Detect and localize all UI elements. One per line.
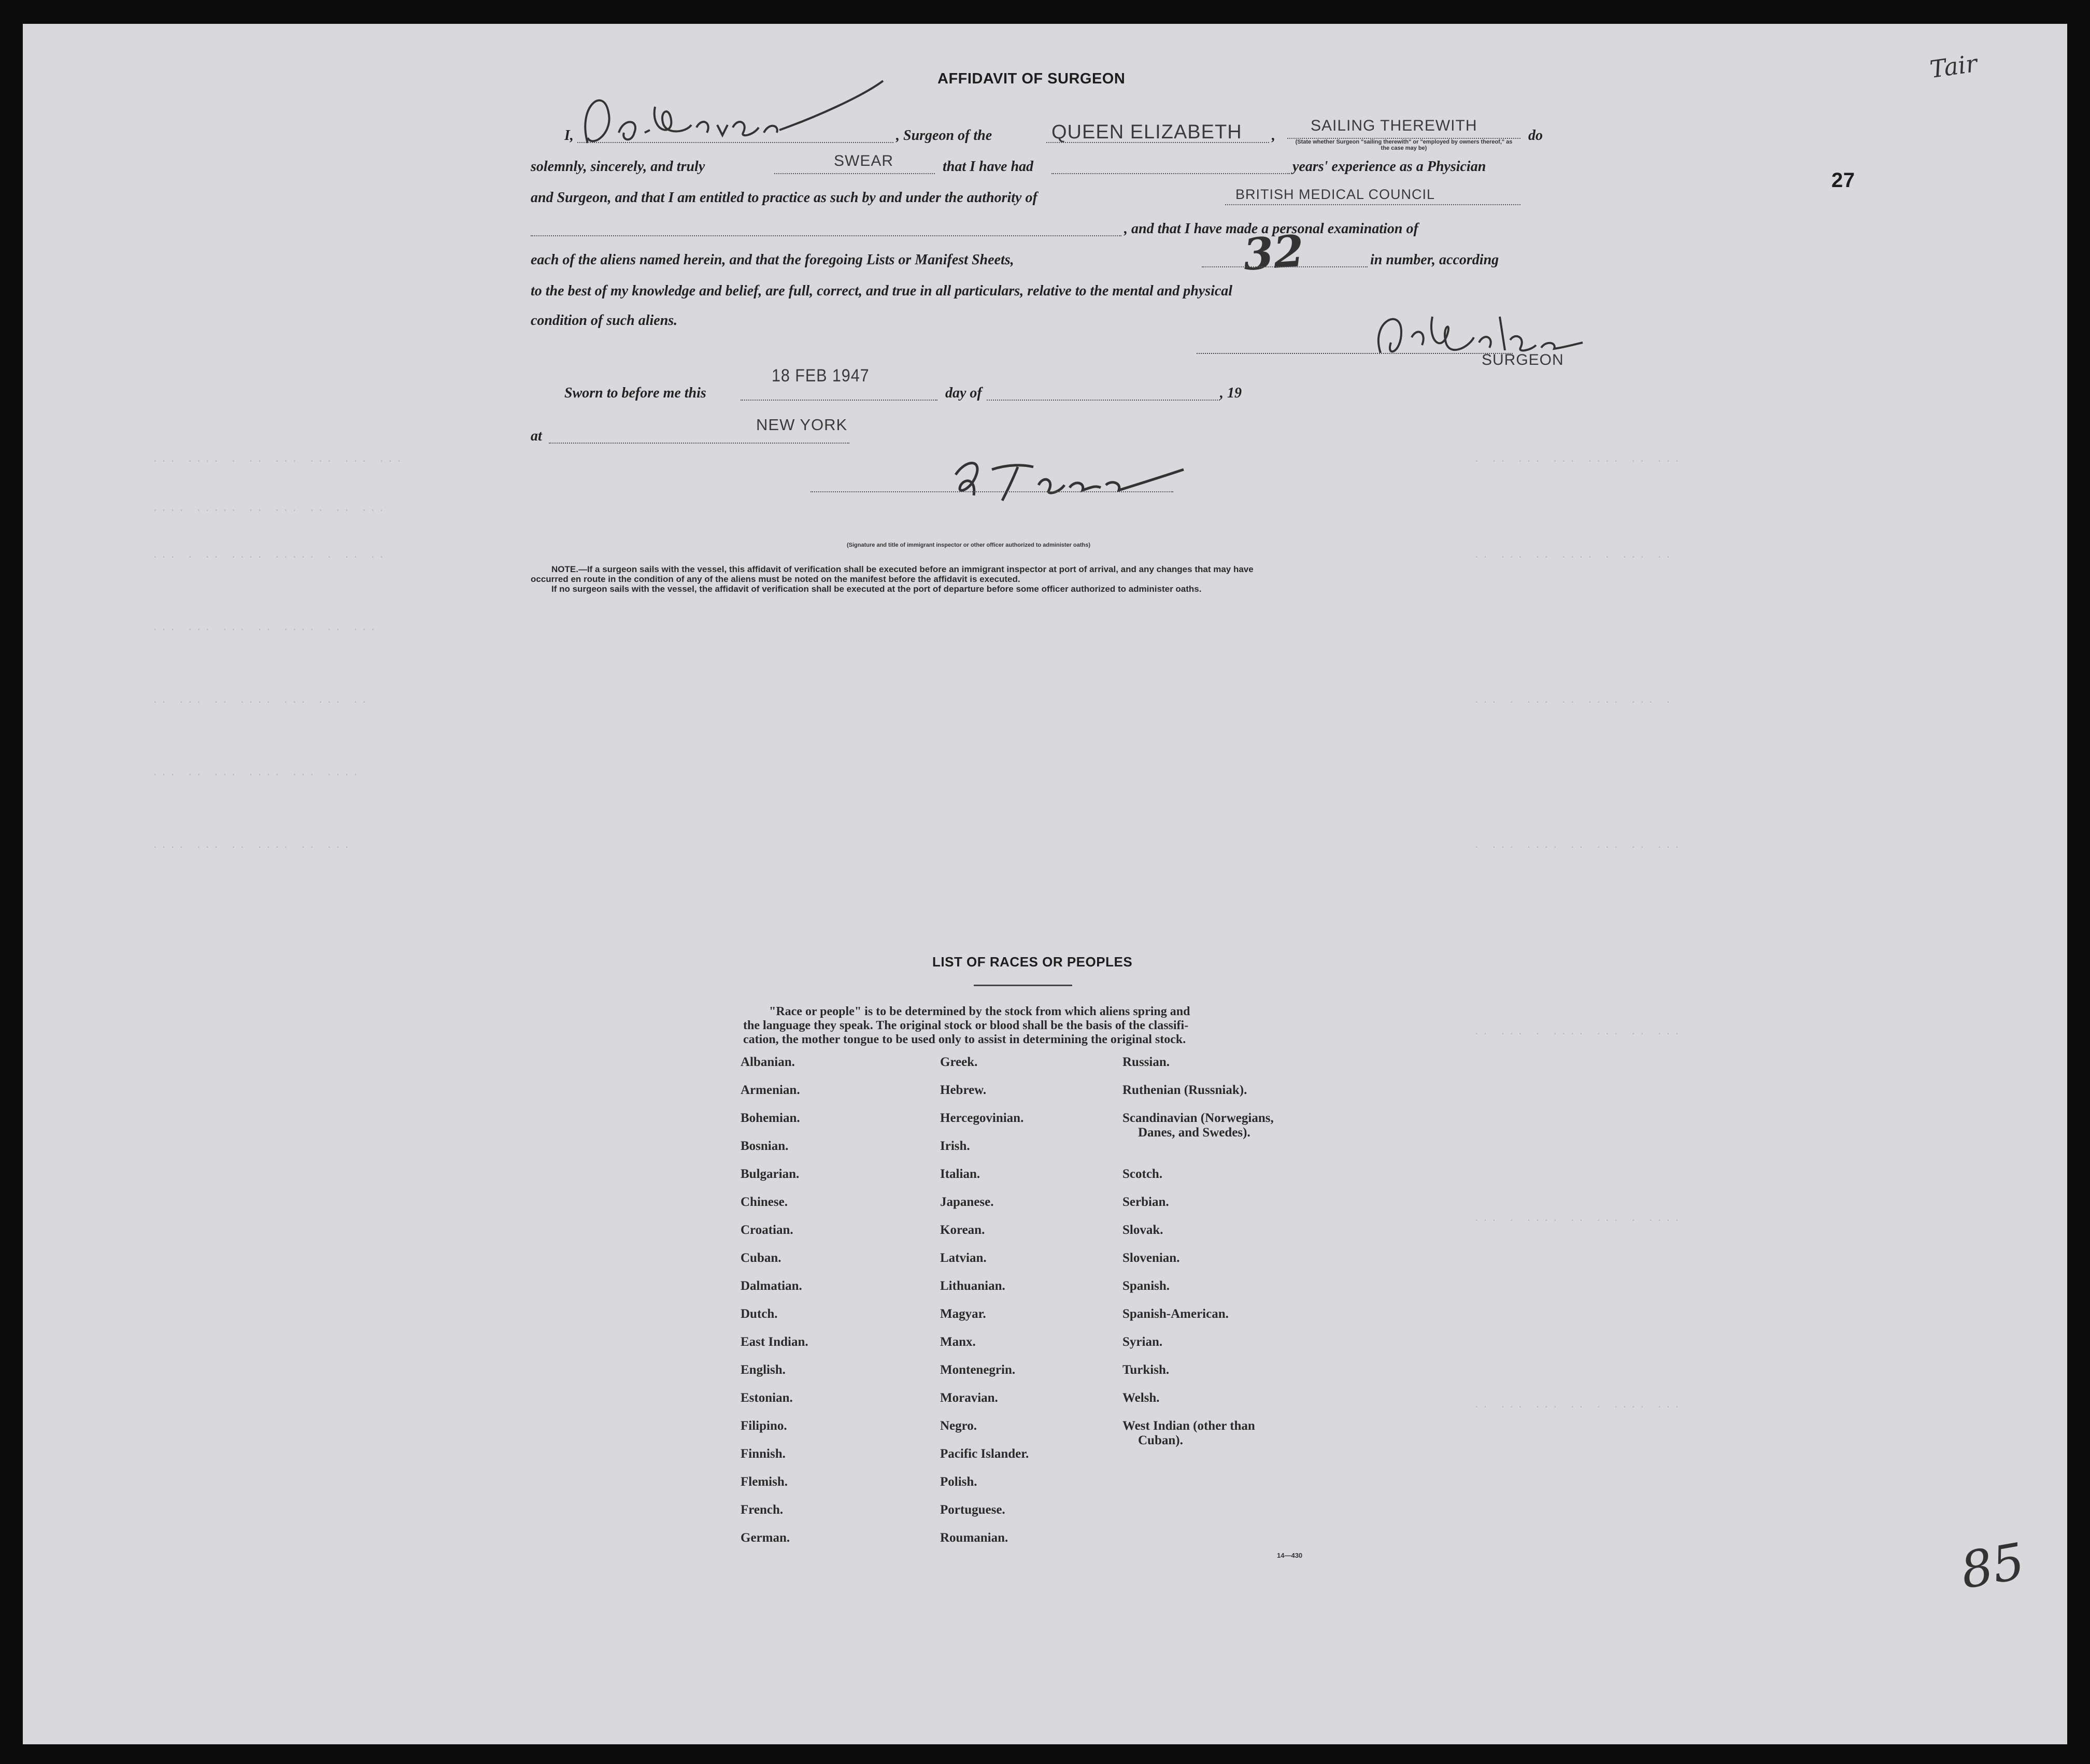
race-item: Slovak. <box>1122 1223 1163 1237</box>
officer-caption: (Signature and title of immigrant inspector or other officer authorized to administer oaths) <box>847 542 1090 548</box>
place-line <box>549 443 849 444</box>
surgeon-name-line <box>577 142 893 143</box>
surgeon-label: SURGEON <box>1482 351 1564 368</box>
race-item: Bulgarian. <box>741 1167 800 1181</box>
affidavit-comma: , <box>1272 127 1275 144</box>
race-item: Spanish-American. <box>1122 1307 1229 1321</box>
race-item: Scotch. <box>1122 1167 1163 1181</box>
race-item: Greek. <box>940 1055 978 1069</box>
sheets-count: 32 <box>1241 225 1306 280</box>
race-item: Turkish. <box>1122 1363 1170 1377</box>
race-item: Albanian. <box>741 1055 795 1069</box>
sworn-c: , 19 <box>1220 385 1242 401</box>
race-item: Ruthenian (Russniak). <box>1122 1083 1247 1097</box>
authority-line <box>1225 204 1520 205</box>
sailing-status: SAILING THEREWITH <box>1311 117 1477 134</box>
race-item: Danes, and Swedes). <box>1138 1126 1250 1140</box>
race-item: Italian. <box>940 1167 980 1181</box>
race-item: Polish. <box>940 1475 977 1489</box>
document-page: ··· ···· · ·· ··· ··· ··· ··· ···· ····· ·· ··· ·· ·· ··· ··· · ·· ···· ····· · ·· ·· ··· ··· ··· ·· ···· ·· ··· ·· ··· ·· ···· ··· ··· ·· ··· ·· ··· ···· ··· ···· ···· ··· ·· ···· ·· ··· · ·· ··· ··· ···· ·· ··· ·· ··· ·· ···· · ··· ·· ··· · ··· ·· ···· ··· · · ··· ···· ·· ··· ·· ··· ·· ··· · ···· ··· ·· ··· ··· · ···· ·· ··· · ···· ·· ··· ··· ·· · ···· ··· Tair 27 AFFIDAVIT OF SURGEON I, , Surgeon of the QUEEN ELIZABETH , SAILING THEREWITH (State whether Surgeon "sailing therewith" or "employed by owners thereof," as the case may be) do solemnly, sincerely, and truly SWEAR that I have had years' experience as a Physician and Surgeon, and that I am entitled to practice as such by and under the authority of BRITISH MEDICAL COUNCIL , and that I have made a personal examination of each of the aliens named herein, and that the foregoing Lists or Manifest Sheets, 32 in number, according to the best of my knowledge and belief, are full, correct, and true in all particulars, relative to the mental and physical condition of such aliens. SURGEON Sworn to before me this 18 FEB 1947 day of , 19 at NEW YORK (Signature and title of immigrant inspector or other officer authorized to administer oaths) NOTE.—If a surgeon sails with the vessel, this affidavit of verification shall be executed before an immigrant inspector at port of arrival, and any changes that may have occurred en route in the condition of any of the aliens must be noted on the manifest before the affidavit is executed. If no surgeon sails with the vessel, the affidavit of verification shall be executed at the port of departure before some officer authorized to administer oaths. LIST OF RACES OR PEOPLES "Race or people" is to be determined by the stock from which aliens spring and the language they speak. The original stock or blood shall be the basis of the classifi- cation, the mother tongue to be used only to assist in determining the original stock. Albanian. Armenian. Bohemian. Bosnian. Bulgarian. Chinese. Croatian. Cuban. Dalmatian. Dutch. East Indian. English. Estonian. Filipino. Finnish. Flemish. French. German. Greek. Hebrew. Hercegovinian. Irish. Italian. Japanese. Korean. Latvian. Lithuanian. Magyar. Manx. Montenegrin. Moravian. Negro. Pacific Islander. Polish. Portuguese. Roumanian. Russian. Ruthenian (Russniak). Scandinavian (Norwegians, Danes, and Swedes). Scotch. Serbian. Slovak. Slovenian. Spanish. Spanish-American. Syrian. Turkish. Welsh. West Indian (other than Cuban). 14—430 85 <box>23 24 2067 1744</box>
years-line <box>1051 173 1290 174</box>
affidavit-i: I, <box>564 127 574 144</box>
note-line-3: If no surgeon sails with the vessel, the affidavit of verification shall be executed at the port of departure before some officer authorized to administer oaths. <box>551 584 1202 594</box>
affidavit-surgeon-of: , Surgeon of the <box>896 127 992 144</box>
race-item: English. <box>741 1363 786 1377</box>
race-item: East Indian. <box>741 1335 808 1349</box>
sworn-b: day of <box>945 385 982 401</box>
affidavit-title: AFFIDAVIT OF SURGEON <box>937 70 1126 87</box>
affidavit-line5-b: in number, according <box>1370 252 1499 268</box>
affidavit-line5-a: each of the aliens named herein, and that the foregoing Lists or Manifest Sheets, <box>531 252 1014 268</box>
sworn-a: Sworn to before me this <box>564 385 706 401</box>
note-line-2: occurred en route in the condition of any of the aliens must be noted on the manifest before the affidavit is executed. <box>531 574 1020 584</box>
race-item: Chinese. <box>741 1195 788 1209</box>
affidavit-line3-a: and Surgeon, and that I am entitled to practice as such by and under the authority of <box>531 190 1037 206</box>
race-item: Portuguese. <box>940 1503 1005 1517</box>
races-title: LIST OF RACES OR PEOPLES <box>932 954 1133 970</box>
races-title-rule <box>974 985 1072 986</box>
sworn-date-line <box>741 400 937 401</box>
races-intro-1: "Race or people" is to be determined by the stock from which aliens spring and <box>769 1005 1190 1018</box>
place: NEW YORK <box>756 416 848 434</box>
race-item: Croatian. <box>741 1223 793 1237</box>
form-number: 14—430 <box>1277 1552 1303 1559</box>
race-item: Pacific Islander. <box>940 1447 1029 1461</box>
race-item: Hercegovinian. <box>940 1111 1024 1125</box>
affidavit-do: do <box>1528 127 1543 144</box>
ship-name-line <box>1046 142 1269 143</box>
status-note: (State whether Surgeon "sailing therewith" or "employed by owners thereof," as the case may be) <box>1295 139 1513 151</box>
race-item: Slovenian. <box>1122 1251 1180 1265</box>
race-item: Manx. <box>940 1335 976 1349</box>
officer-signature-line <box>811 491 1173 492</box>
race-item: Dalmatian. <box>741 1279 802 1293</box>
bottom-number: 85 <box>1956 1532 2029 1600</box>
affidavit-line2-c: years' experience as a Physician <box>1292 159 1486 175</box>
race-item: Spanish. <box>1122 1279 1170 1293</box>
race-item: Irish. <box>940 1139 970 1153</box>
race-item: Estonian. <box>741 1391 793 1405</box>
race-item: Dutch. <box>741 1307 778 1321</box>
officer-signature <box>945 449 1189 511</box>
authority-continued-line <box>531 235 1121 236</box>
race-item: Hebrew. <box>940 1083 987 1097</box>
race-item: Flemish. <box>741 1475 788 1489</box>
races-intro-3: cation, the mother tongue to be used only to assist in determining the original stock. <box>743 1033 1186 1046</box>
race-item: Roumanian. <box>940 1531 1008 1545</box>
race-item: Negro. <box>940 1419 977 1433</box>
affidavit-line7: condition of such aliens. <box>531 312 678 329</box>
ship-name: QUEEN ELIZABETH <box>1051 121 1242 143</box>
affidavit-line2-a: solemnly, sincerely, and truly <box>531 159 705 175</box>
race-item: Scandinavian (Norwegians, <box>1122 1111 1274 1125</box>
race-item: West Indian (other than <box>1122 1419 1255 1433</box>
sworn-date: 18 FEB 1947 <box>772 366 870 386</box>
race-item: Serbian. <box>1122 1195 1169 1209</box>
race-item: Moravian. <box>940 1391 998 1405</box>
race-item: Bosnian. <box>741 1139 789 1153</box>
race-item: Syrian. <box>1122 1335 1163 1349</box>
affidavit-line6: to the best of my knowledge and belief, are full, correct, and true in all particulars, relative to the mental and physical <box>531 283 1233 299</box>
oath-line <box>774 173 935 174</box>
race-item: Lithuanian. <box>940 1279 1005 1293</box>
surgeon-signature-line <box>1197 353 1513 354</box>
note-line-1: NOTE.—If a surgeon sails with the vessel, this affidavit of verification shall be executed before an immigrant inspector at port of arrival, and any changes that may have <box>551 564 1254 574</box>
race-item: Armenian. <box>741 1083 800 1097</box>
authority: BRITISH MEDICAL COUNCIL <box>1235 187 1435 202</box>
races-intro-2: the language they speak. The original stock or blood shall be the basis of the classifi- <box>743 1019 1189 1032</box>
race-item: Filipino. <box>741 1419 787 1433</box>
race-item: French. <box>741 1503 784 1517</box>
race-item: Russian. <box>1122 1055 1170 1069</box>
race-item: Magyar. <box>940 1307 986 1321</box>
race-item: Japanese. <box>940 1195 994 1209</box>
race-item: Welsh. <box>1122 1391 1160 1405</box>
oath-word: SWEAR <box>834 152 894 169</box>
race-item: Montenegrin. <box>940 1363 1016 1377</box>
surgeon-name-signature <box>572 76 888 164</box>
race-item: Cuban. <box>741 1251 781 1265</box>
sworn-month-line <box>987 400 1220 401</box>
race-item: Cuban). <box>1138 1433 1183 1447</box>
sheets-count-line <box>1202 266 1368 267</box>
race-item: Bohemian. <box>741 1111 800 1125</box>
race-item: German. <box>741 1531 790 1545</box>
affidavit-line4-a: , and that I have made a personal examination of <box>1124 221 1418 237</box>
affidavit-line2-b: that I have had <box>943 159 1034 175</box>
corner-note: Tair <box>1928 49 1979 84</box>
race-item: Korean. <box>940 1223 985 1237</box>
at-label: at <box>531 428 542 444</box>
race-item: Latvian. <box>940 1251 987 1265</box>
page-number: 27 <box>1831 169 1855 192</box>
race-item: Finnish. <box>741 1447 786 1461</box>
